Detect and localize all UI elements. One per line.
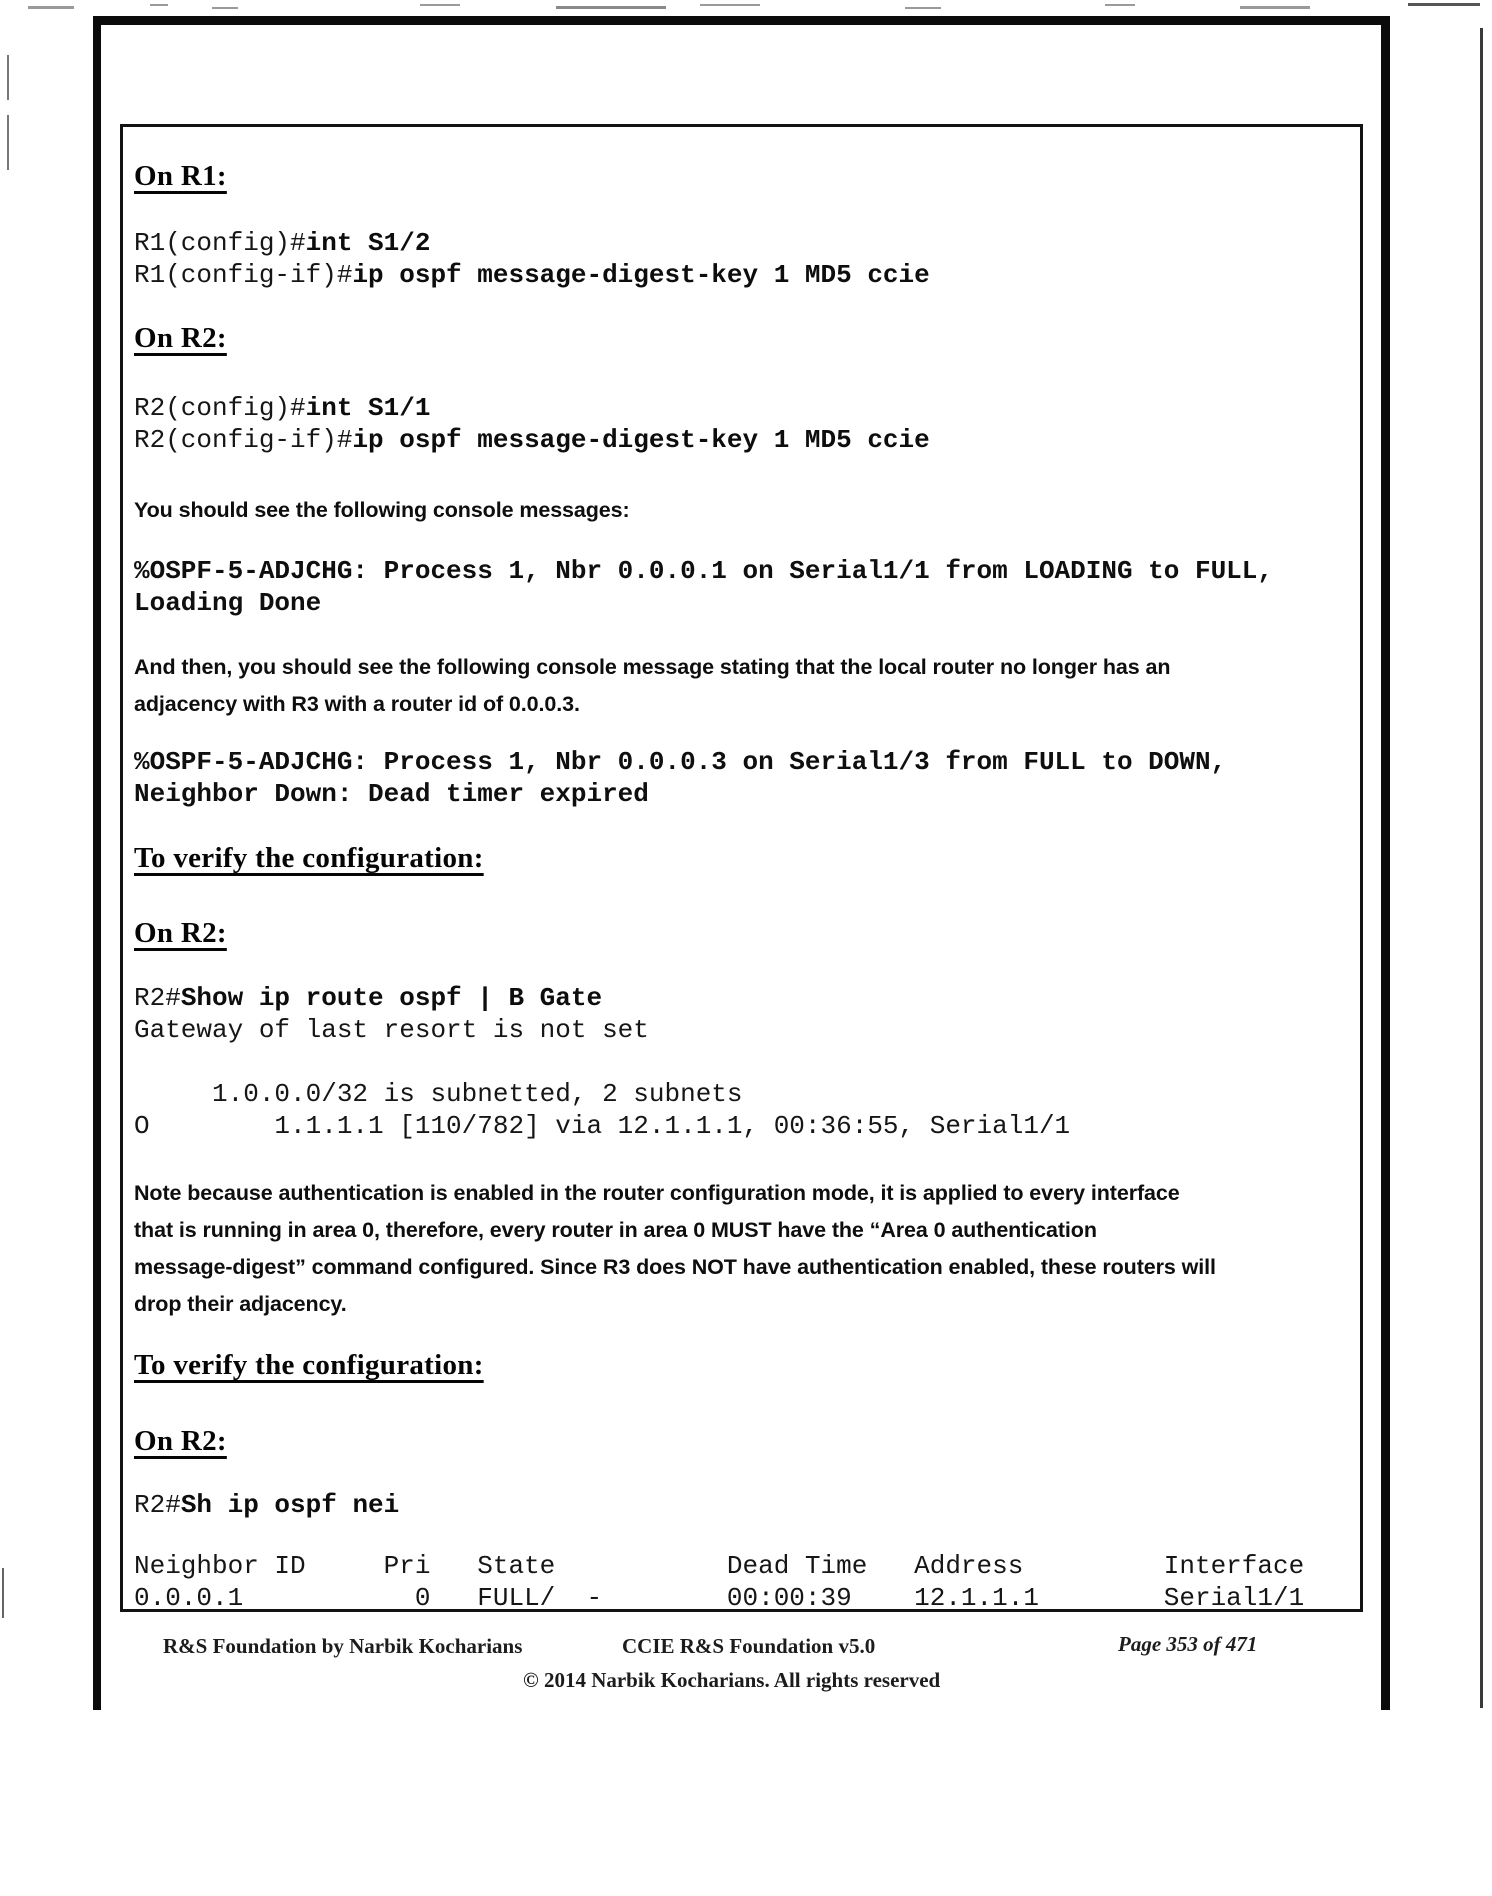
scan-artifact [1240,6,1310,9]
output-line: Gateway of last resort is not set [134,1015,649,1045]
output-line: 1.0.0.0/32 is subnetted, 2 subnets [134,1079,743,1109]
footer-author: R&S Foundation by Narbik Kocharians [163,1634,523,1658]
cli-prompt: R2(config-if)# [134,425,353,455]
scan-artifact [1408,3,1480,6]
paragraph-line: Note because authentication is enabled in the router configuration mode, it is applied to every interface [134,1181,1180,1205]
code-r1-config [134,227,930,291]
content-box [120,124,1363,1612]
cli-command: int S1/2 [305,228,431,258]
console-message-adjchg-full [134,555,1273,619]
scan-artifact [556,6,666,9]
heading-on-r1: On R1: [134,160,227,192]
code-r2-config [134,392,930,456]
output-line [134,1046,1070,1078]
scan-artifact-right-line [1480,28,1483,1708]
heading-on-r2-3: On R2: [134,1425,227,1457]
scan-artifact [28,6,74,9]
paragraph-console-intro [134,492,630,529]
cli-prompt: R2# [134,1490,181,1520]
paragraph-line: message-digest” command configured. Since R3 does NOT have authentication enabled, these routers will [134,1255,1216,1279]
output-line: O 1.1.1.1 [110/782] via 12.1.1.1, 00:36:55, Serial1/1 [134,1111,1071,1141]
console-message-adjchg-down [134,746,1226,810]
paragraph-and-then [134,649,1170,723]
paragraph-note [134,1175,1216,1323]
paragraph-line: that is running in area 0, therefore, every router in area 0 MUST have the “Area 0 authentication [134,1218,1097,1242]
cli-command: ip ospf message-digest-key 1 MD5 ccie [352,260,930,290]
paragraph-line: adjacency with R3 with a router id of 0.0.0.3. [134,692,580,716]
heading-on-r2: On R2: [134,322,227,354]
paragraph-line: And then, you should see the following console message stating that the local router no longer has an [134,655,1171,679]
footer-copyright: © 2014 Narbik Kocharians. All rights reserved [523,1668,941,1692]
code-show-neighbor [134,1489,399,1521]
scan-artifact [150,4,168,6]
scan-artifact [2,1568,4,1618]
footer-page-number: Page 353 of 471 [1118,1632,1258,1656]
neighbor-table [134,1550,1304,1614]
scan-artifact [420,4,460,6]
cli-command: int S1/1 [305,393,431,423]
cli-prompt: R1(config-if)# [134,260,353,290]
console-line: Loading Done [134,588,322,618]
cli-command: Sh ip ospf nei [180,1490,400,1520]
console-line: Neighbor Down: Dead timer expired [134,779,649,809]
scan-artifact [700,4,760,6]
heading-verify-1: To verify the configuration: [134,842,484,874]
scan-artifact [905,7,941,9]
paragraph-line: You should see the following console messages: [134,498,630,522]
cli-command: ip ospf message-digest-key 1 MD5 ccie [352,425,930,455]
footer-title: CCIE R&S Foundation v5.0 [622,1634,876,1658]
scan-artifact [7,55,9,100]
paragraph-line: drop their adjacency. [134,1292,347,1316]
heading-on-r2-2: On R2: [134,917,227,949]
scan-artifact [212,7,238,9]
scan-artifact [7,115,9,170]
heading-verify-2: To verify the configuration: [134,1349,484,1381]
console-line: %OSPF-5-ADJCHG: Process 1, Nbr 0.0.0.3 on Serial1/3 from FULL to DOWN, [134,747,1227,777]
neighbor-table-header: Neighbor ID Pri State Dead Time Address Interface [134,1551,1305,1581]
cli-command: Show ip route ospf | B Gate [180,983,603,1013]
cli-prompt: R2# [134,983,181,1013]
neighbor-table-row: 0.0.0.1 0 FULL/ - 00:00:39 12.1.1.1 Serial1/1 [134,1583,1305,1613]
scan-artifact [1105,4,1135,6]
console-line: %OSPF-5-ADJCHG: Process 1, Nbr 0.0.0.1 on Serial1/1 from LOADING to FULL, [134,556,1273,586]
code-show-route [134,982,1070,1142]
cli-prompt: R2(config)# [134,393,306,423]
cli-prompt: R1(config)# [134,228,306,258]
